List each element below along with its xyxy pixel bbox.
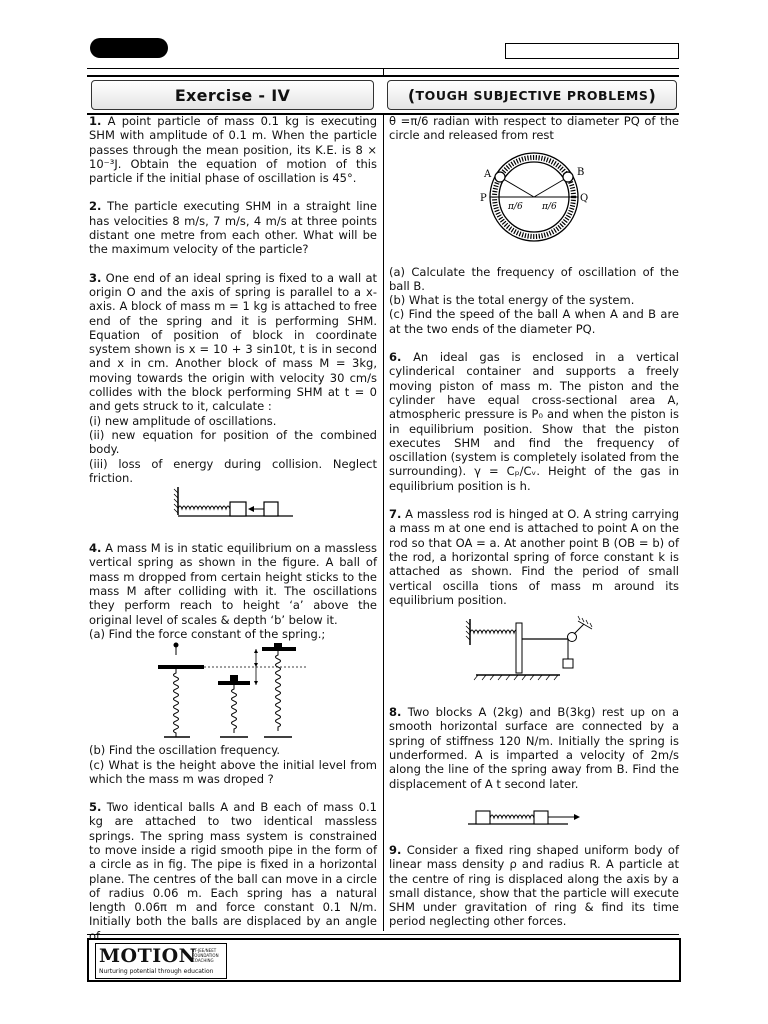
problem-8: 8. Two blocks A (2kg) and B(3kg) rest up on a smooth horizontal surface are connected by a spring of stiffness 120 N/m. Initially the spring is underformed. A is imparted a velocity of 2m/s along the line of the spring away from B. Find the displacement of A t second later.	[389, 705, 680, 791]
two-block-spring-figure	[464, 805, 604, 829]
angle-right-label: π/6	[542, 201, 557, 212]
bottom-rule	[87, 934, 679, 935]
logo-wordmark: MOTION	[99, 945, 197, 967]
header-box	[505, 43, 679, 59]
exercise-banner	[87, 75, 679, 115]
problem-3-part-iii: (iii) loss of energy during collision. Neglect friction.	[89, 456, 377, 485]
exercise-title: Exercise - IV	[174, 85, 291, 105]
problem-5-part-c: (c) Find the speed of the ball A when A and B are at the two ends of the diameter PQ.	[389, 307, 679, 336]
problem-5: 5. Two identical balls A and B each of mass 0.1 kg are attached to two identical massless springs. The spring mass system is constrained to move inside a rigid smooth pipe in the form of a circle as in fig. The pipe is fixed in a horizontal plane. The centres of the ball can move in a circle of radius 0.06 m. Each spring has a natural length 0.06π m and force constant 0.1 N/m. Initially both the balls are displaced by an angle of	[89, 800, 377, 943]
label-a: A	[484, 168, 492, 180]
subtitle-close-paren: )	[648, 85, 657, 105]
footer-bar	[87, 938, 681, 982]
problem-5-part-a: (a) Calculate the frequency of oscillation of the ball B.	[389, 264, 679, 293]
problem-4-part-b: (b) Find the oscillation frequency.	[89, 743, 281, 758]
angle-left-label: π/6	[508, 201, 523, 212]
problem-9: 9. Consider a fixed ring shaped uniform body of linear mass density ρ and radius R. A particle at the centre of ring is displaced along the axis by a small distance, show that the particle will execute SHM under gravitation of ring & find its time period neglecting other forces.	[389, 842, 679, 929]
left-column	[89, 114, 377, 943]
problem-1: 1. A point particle of mass 0.1 kg is executing SHM with amplitude of 0.1 m. When the particle passes through the mean position, its K.E. is 8 × 10⁻³J. Obtain the equation of motion of this particle if the initial phase of oscillation is 45°.	[89, 114, 378, 186]
problem-5-continued: θ =π/6 radian with respect to diameter PQ of the circle and released from rest	[389, 114, 679, 143]
spring-mass-drop-figure	[158, 641, 308, 743]
exercise-title-box	[91, 80, 374, 110]
problem-3-part-i: (i) new amplitude of oscillations.	[89, 413, 277, 428]
problem-4-part-c: (c) What is the height above the initial level from which the mass m was droped ?	[89, 757, 377, 786]
problem-2: 2. The particle executing SHM in a straight line has velocities 8 m/s, 7 m/s, 4 m/s at three points distant one metre from each other. What will be the maximum velocity of the particle?	[89, 199, 377, 257]
problem-6: 6. An ideal gas is enclosed in a vertical cylinderical container and supports a freely moving piston of mass m. The piston and the cylinder have equal cross-sectional area A, atmospheric pressure is P₀ and when the piston is in equilibrium position. Show that the piston executes SHM and find the frequency of oscillation (system is completely isolated from the surrounding). γ = Cₚ/Cᵥ. Height of the gas in equilibrium position is h.	[389, 350, 680, 493]
subtitle-open-paren: (	[407, 85, 416, 105]
logo-tagline: Nurturing potential through education	[99, 968, 214, 975]
spring-block-figure	[168, 485, 298, 529]
problem-3-part-ii: (ii) new equation for position of the combined body.	[89, 427, 377, 457]
problem-5-part-b: (b) What is the total energy of the system.	[389, 293, 635, 308]
hinged-rod-figure	[464, 615, 604, 685]
motion-logo	[95, 943, 227, 979]
problem-4-part-a: (a) Find the force constant of the spring.;	[89, 626, 326, 641]
exercise-subtitle: TOUGH SUBJECTIVE PROBLEMS	[415, 87, 649, 103]
logo-side-text: IIT-JEE/NEET FOUNDATION COACHING	[192, 948, 219, 963]
right-column	[389, 114, 679, 943]
exercise-subtitle-box	[387, 80, 677, 110]
label-q: Q	[580, 192, 589, 204]
header-pill	[90, 38, 168, 58]
column-divider	[383, 113, 384, 931]
ring-pipe-figure	[474, 143, 594, 247]
problem-7: 7. A massless rod is hinged at O. A string carrying a mass m at one end is attached to point A on the rod so that OA = a. At another point B (OB = b) of the rod, a horizontal spring of force constant k is attached as shown. Find the period of small vertical oscilla tions of mass m around its equilibrium position.	[389, 507, 679, 607]
label-b: B	[577, 166, 585, 178]
problem-4: 4. A mass M is in static equilibrium on a massless vertical spring as shown in the figure. A ball of mass m dropped from certain height sticks to the mass M after colliding with it. The oscillations they perform reach to height ‘a’ above the original level of scales & depth ‘b’ below it.	[89, 541, 377, 627]
problem-3: 3. One end of an ideal spring is fixed to a wall at origin O and the axis of spring is parallel to a x-axis. A block of mass m = 1 kg is attached to free end of the spring and it is performing SHM. Equation of position of block in coordinate system shown is x = 10 + 3 sin10t, t is in second and x in cm. Another block of mass M = 3kg, moving towards the origin with velocity 30 cm/s collides with the block performing SHM at t = 0 and gets struck to it, calculate :	[89, 270, 378, 414]
label-p: P	[480, 192, 487, 204]
